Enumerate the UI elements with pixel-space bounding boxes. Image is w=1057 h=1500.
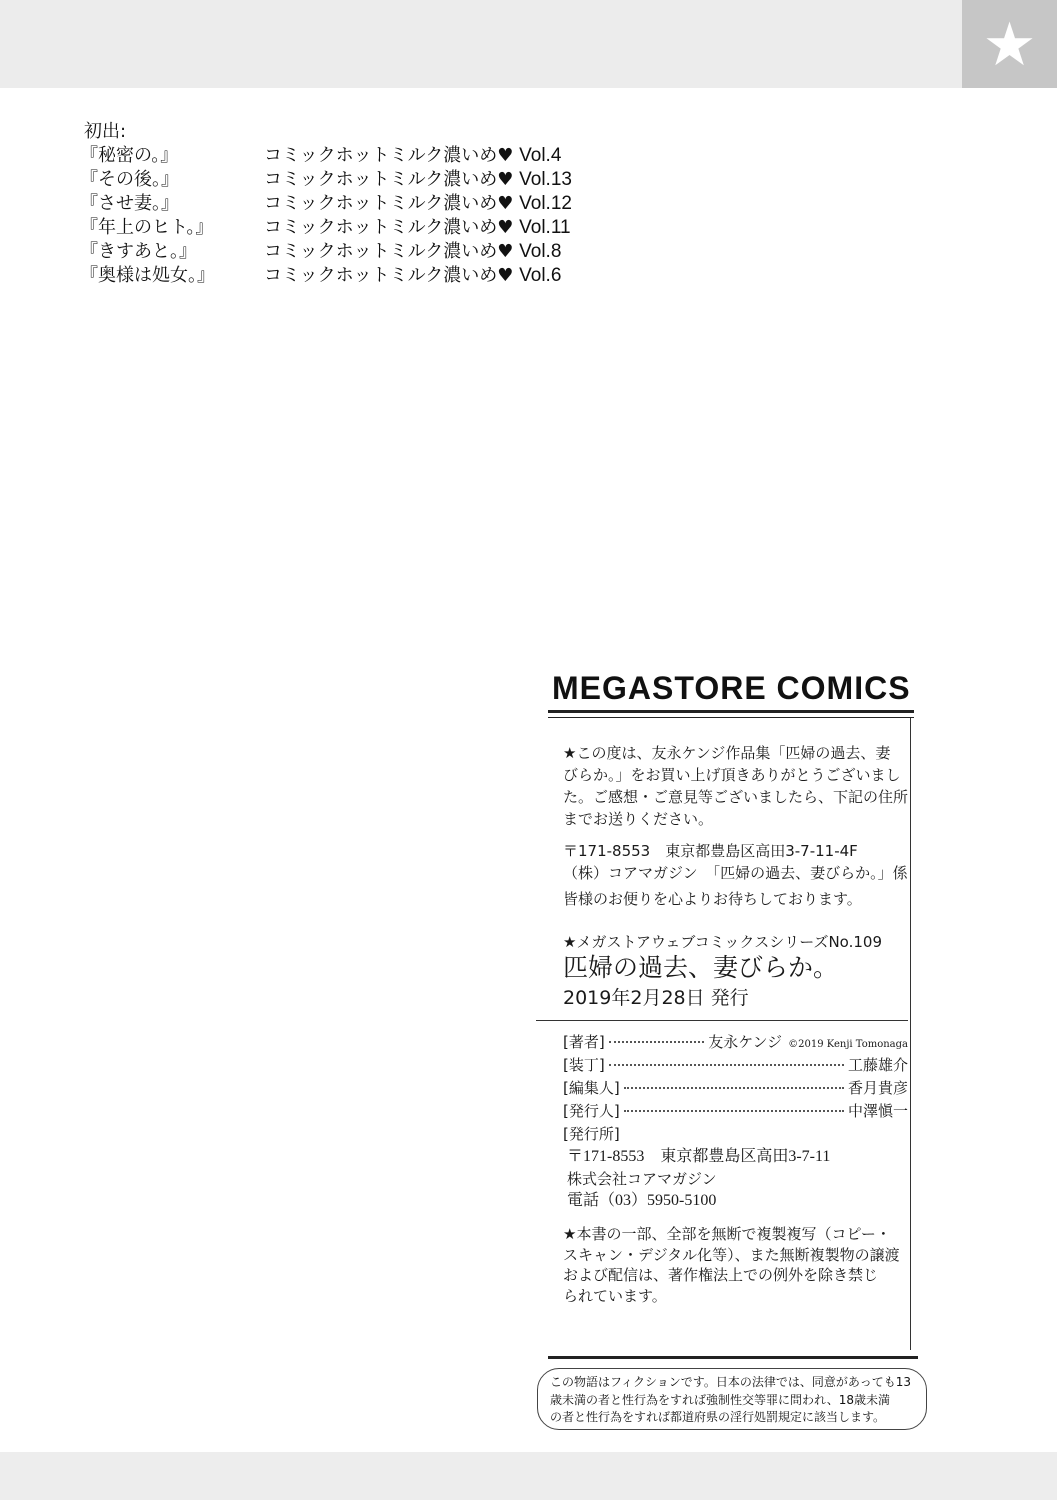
credit-row [80,168,572,192]
credit-title: 『年上のヒト。』 [80,217,214,238]
credit-row [80,144,572,168]
credit-volume: Vol.12 [519,193,572,214]
notice-line: られています。 [563,1286,667,1305]
staff-name: 友永ケンジ [708,1033,783,1051]
publisher-postal: 〒171-8553 東京都豊島区高田3-7-11 [567,1148,831,1165]
staff-row-author [563,1031,908,1054]
divider-bottom [548,1356,918,1359]
divider-thick [548,710,914,713]
credit-source: コミックホットミルク濃いめ♥ Vol.13 [264,169,572,190]
section-divider [536,1020,908,1021]
mail-address: 〒171-8553 東京都豊島区高田3-7-11-4F [563,842,858,860]
bottom-band [0,1452,1057,1500]
credit-row [80,264,572,288]
credit-title: 『秘密の。』 [80,145,179,166]
notice-line: スキャン・デジタル化等）、また無断複製物の譲渡 [563,1245,900,1264]
brand-logo: MEGASTORE COMICS [552,670,911,706]
credit-source: コミックホットミルク濃いめ♥ Vol.8 [264,241,562,262]
staff-name: 香月貴彦 [847,1079,908,1097]
publisher-heading [563,1123,908,1146]
credits-heading: 初出: [84,121,127,142]
credit-volume: Vol.11 [519,217,571,238]
copyright-notice: ©2019 Kenji Tomonaga [788,1039,908,1050]
staff-role: [発行人] [563,1102,620,1120]
mail-recipient: （株）コアマガジン 「匹婦の過去、妻びらか。」係 [563,864,908,882]
credit-row [80,240,572,264]
notice-line: および配信は、著作権法上での例外を除き禁じ [563,1266,879,1284]
thanks-line: びらか。」をお買い上げ頂きありがとうございまし [563,766,901,784]
leader-dots [609,1064,844,1066]
credit-source: コミックホットミルク濃いめ♥ Vol.4 [264,145,562,166]
copyright-warning [563,1224,908,1306]
staff-row-editor [563,1077,908,1100]
thanks-line: た。ご感想・ご意見等ございましたら、下記の住所 [563,788,909,806]
colophon [563,742,908,1306]
credit-volume: Vol.13 [519,169,572,190]
staff-role: [装丁] [563,1056,605,1074]
credit-volume: Vol.8 [519,241,562,262]
credit-title: 『奥様は処女。』 [80,265,215,286]
credit-row [80,192,572,216]
book-title: 匹婦の過去、妻びらか。 [563,953,839,982]
top-band [0,0,962,88]
credit-volume: Vol.6 [519,265,562,286]
staff-row-design [563,1054,908,1077]
disclaimer-line: の者と性行為をすれば都道府県の淫行処罰規定に該当します。 [550,1410,886,1424]
vertical-rule [910,718,911,1350]
thanks-line: までお送りください。 [563,810,714,828]
credit-volume: Vol.4 [519,145,562,166]
publisher-phone: 電話（03）5950-5100 [567,1192,717,1209]
closing-line: 皆様のお便りを心よりお待ちしております。 [563,890,862,908]
staff-role: [編集人] [563,1079,620,1097]
disclaimer-line: 歳未満の者と性行為をすれば強制性交等罪に問われ、18歳未満 [550,1392,890,1407]
staff-name: 工藤雄介 [847,1056,908,1074]
corner-tab [962,0,1057,88]
divider-thin [548,717,914,718]
star-icon: ★ [982,10,1037,80]
credit-row [80,216,572,240]
staff-role: [発行所] [563,1125,620,1143]
staff-role: [著者] [563,1033,605,1051]
leader-dots [624,1110,844,1112]
series-label: ★メガストアウェブコミックスシリーズNo.109 [563,933,882,951]
leader-dots [624,1087,844,1089]
credit-source: コミックホットミルク濃いめ♥ Vol.11 [264,217,571,238]
credit-source: コミックホットミルク濃いめ♥ Vol.12 [264,193,572,214]
credit-title: 『させ妻。』 [80,193,179,214]
credit-title: 『その後。』 [80,169,179,190]
leader-dots [609,1041,705,1043]
disclaimer-line: この物語はフィクションです。日本の法律では、同意があっても13 [550,1375,911,1389]
credits-section [80,120,572,288]
publisher-company: 株式会社コアマガジン [567,1170,717,1188]
staff-row-publisher [563,1100,908,1123]
fiction-disclaimer [537,1368,927,1430]
thanks-line: ★この度は、友永ケンジ作品集「匹婦の過去、妻 [563,744,891,762]
credit-source: コミックホットミルク濃いめ♥ Vol.6 [264,265,562,286]
staff-name: 中澤愼一 [847,1102,908,1120]
publisher-address [563,1146,908,1212]
credit-title: 『きすあと。』 [80,241,197,262]
notice-line: ★本書の一部、全部を無断で複製複写（コピー・ [563,1225,891,1243]
issue-date: 2019年2月28日 発行 [563,987,749,1009]
